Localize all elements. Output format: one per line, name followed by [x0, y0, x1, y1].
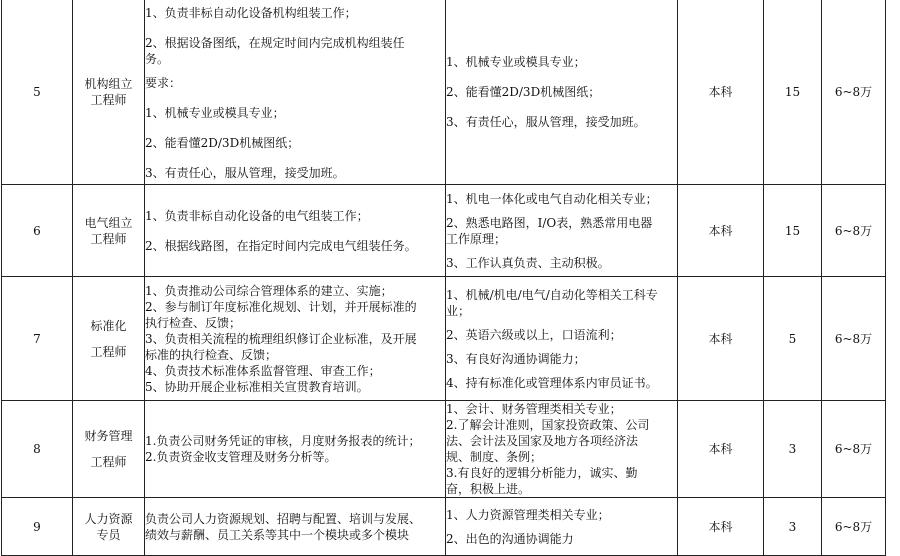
job-duties: 1、负责非标自动化设备的电气组装工作； 2、根据线路图，在指定时间内完成电气组装任务。 [145, 185, 446, 277]
education: 本科 [678, 498, 764, 556]
education: 本科 [678, 277, 764, 401]
job-title: 标准化 工程师 [73, 277, 145, 401]
job-requirements: 1、机电一体化或电气自动化相关专业； 2、熟悉电路图，I/O表，熟悉常用电器 工作原理； 3、工作认真负责、主动积极。 [446, 185, 678, 277]
job-requirements: 1、会计、财务管理类相关专业； 2.了解会计准则，国家投资政策、公司 法、会计法及国家及地方各项经济法 规、制度、条例； 3.有良好的逻辑分析能力，诚实、勤 奋，积极上进。 [446, 401, 678, 498]
row-number: 7 [2, 277, 73, 401]
salary: 6~8万 [822, 401, 886, 498]
job-table [1, 0, 886, 556]
table-row [2, 498, 886, 556]
headcount: 5 [764, 277, 822, 401]
job-title: 财务管理 工程师 [73, 401, 145, 498]
job-title: 人力资源 专员 [73, 498, 145, 556]
table-row [2, 277, 886, 401]
headcount: 15 [764, 185, 822, 277]
job-requirements: 1、机械/机电/电气/自动化等相关工科专 业； 2、英语六级或以上，口语流利； 3、有良好沟通协调能力； 4、持有标准化或管理体系内审员证书。 [446, 277, 678, 401]
job-duties: 负责公司人力资源规划、招聘与配置、培训与发展、 绩效与薪酬、员工关系等其中一个模块或多个模块 [145, 498, 446, 556]
job-duties: 1、负责推动公司综合管理体系的建立、实施； 2、参与制订年度标准化规划、计划，并开展标准的 执行检查、反馈； 3、负责相关流程的梳理组织修订企业标准，及开展 标准的执行检查、反馈； 4、负责技术标准体系监督管理、审查工作； 5、协助开展企业标准相关宣贯教育培训。 [145, 277, 446, 401]
table-row [2, 401, 886, 498]
education: 本科 [678, 0, 764, 185]
job-title: 电气组立 工程师 [73, 185, 145, 277]
row-number: 8 [2, 401, 73, 498]
education: 本科 [678, 401, 764, 498]
headcount: 15 [764, 0, 822, 185]
salary: 6~8万 [822, 185, 886, 277]
row-number: 9 [2, 498, 73, 556]
row-number: 6 [2, 185, 73, 277]
row-number: 5 [2, 0, 73, 185]
table-row [2, 0, 886, 185]
headcount: 3 [764, 401, 822, 498]
salary: 6~8万 [822, 498, 886, 556]
salary: 6~8万 [822, 0, 886, 185]
education: 本科 [678, 185, 764, 277]
salary: 6~8万 [822, 277, 886, 401]
job-title: 机构组立 工程师 [73, 0, 145, 185]
table-row [2, 185, 886, 277]
job-requirements: 1、人力资源管理类相关专业； 2、出色的沟通协调能力 [446, 498, 678, 556]
job-duties: 1.负责公司财务凭证的审核，月度财务报表的统计； 2.负责资金收支管理及财务分析等。 [145, 401, 446, 498]
job-duties: 1、负责非标自动化设备机构组装工作； 2、根据设备图纸，在规定时间内完成机构组装任 务。 要求： 1、机械专业或模具专业； 2、能看懂2D/3D机械图纸； 3、有责任心，服从管理，接受加班。 [145, 0, 446, 185]
job-requirements: 1、机械专业或模具专业； 2、能看懂2D/3D机械图纸； 3、有责任心，服从管理，接受加班。 [446, 0, 678, 185]
headcount: 3 [764, 498, 822, 556]
